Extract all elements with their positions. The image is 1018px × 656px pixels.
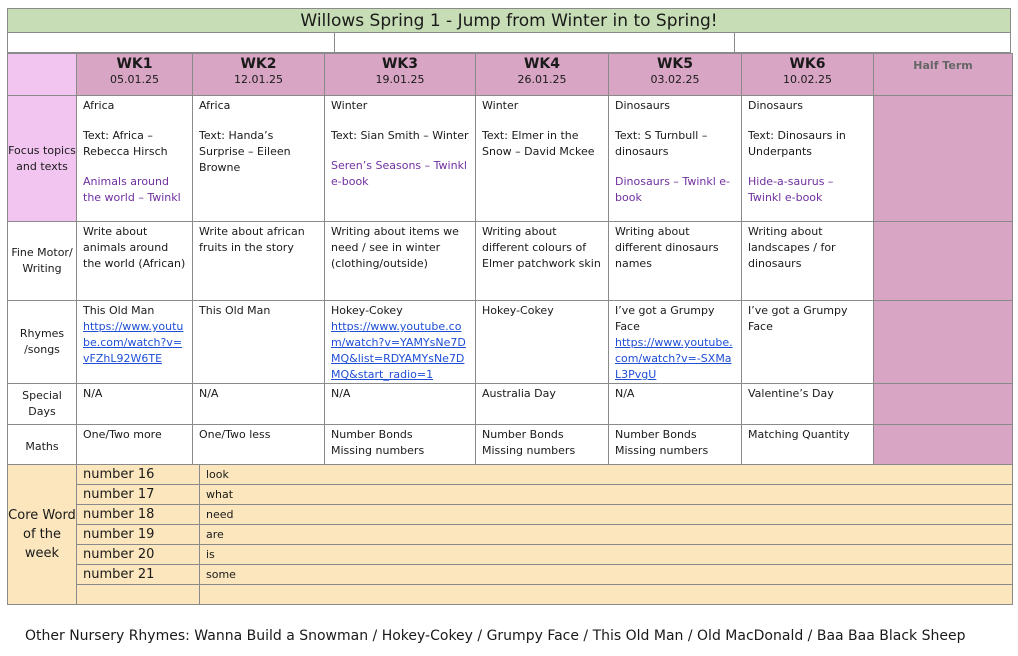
week-label: WK5: [656, 56, 694, 72]
core-word-row: [8, 505, 1013, 525]
focus-text: Text: Handa’s Surprise – Eileen Browne: [199, 129, 291, 174]
special-day-cell: N/A: [325, 384, 476, 425]
core-word-number: number 16: [77, 465, 200, 485]
focus-topic: Africa: [199, 99, 231, 112]
week-header: [742, 54, 874, 96]
special-day-cell: N/A: [77, 384, 193, 425]
focus-text: Text: Africa – Rebecca Hirsch: [83, 129, 168, 158]
focus-resource: Seren’s Seasons – Twinkl e-book: [331, 159, 467, 188]
focus-text: Text: Sian Smith – Winter: [331, 129, 469, 142]
rhyme-cell: [609, 301, 742, 384]
page-title: Willows Spring 1 - Jump from Winter in to Spring!: [7, 8, 1011, 33]
rhyme-name: This Old Man: [199, 304, 271, 317]
maths-cell: [193, 425, 325, 469]
focus-resource: Hide-a-saurus – Twinkl e-book: [748, 175, 834, 204]
core-word: some: [200, 565, 1013, 585]
focus-cell: [325, 96, 476, 222]
focus-cell: [609, 96, 742, 222]
rhyme-cell: [77, 301, 193, 384]
fine-motor-cell: Writing about items we need / see in winter (clothing/outside): [325, 222, 476, 301]
corner-cell: [8, 54, 77, 96]
rhyme-cell: [476, 301, 609, 384]
core-word-number: number 17: [77, 485, 200, 505]
maths-cell: [609, 425, 742, 469]
maths-line: Number Bonds: [615, 428, 697, 441]
special-day-cell: Valentine’s Day: [742, 384, 874, 425]
focus-topic: Dinosaurs: [615, 99, 670, 112]
blank-cell: [735, 33, 1010, 52]
rhyme-link[interactable]: https://www.youtube.com/watch?v=vFZhL92W6TE: [83, 320, 184, 365]
half-term-cell: [874, 301, 1013, 384]
week-header: [325, 54, 476, 96]
core-word-number: number 20: [77, 545, 200, 565]
blank-cell: [8, 33, 335, 52]
special-day-cell: N/A: [609, 384, 742, 425]
maths-cell: [77, 425, 193, 469]
focus-text: Text: Dinosaurs in Underpants: [748, 129, 846, 158]
row-label-focus: Focus topics and texts: [8, 96, 77, 222]
blank-cell: [335, 33, 734, 52]
focus-resource: Animals around the world – Twinkl: [83, 175, 181, 204]
maths-line: Missing numbers: [331, 444, 425, 457]
half-term-cell: [874, 425, 1013, 469]
core-word: need: [200, 505, 1013, 525]
maths-line: Number Bonds: [331, 428, 413, 441]
week-header: [476, 54, 609, 96]
week-label: WK2: [240, 56, 277, 72]
half-term-cell: [874, 384, 1013, 425]
rhyme-cell: [325, 301, 476, 384]
maths-cell: [742, 425, 874, 469]
core-word: what: [200, 485, 1013, 505]
rhyme-name: I’ve got a Grumpy Face: [748, 304, 848, 333]
focus-cell: [476, 96, 609, 222]
rhyme-cell: [742, 301, 874, 384]
half-term-cell: [874, 96, 1013, 222]
row-label-maths: Maths: [8, 425, 77, 469]
core-word-row: [8, 465, 1013, 485]
other-rhymes-footer: Other Nursery Rhymes: Wanna Build a Snowman / Hokey-Cokey / Grumpy Face / This Old Man / Old MacDonald / Baa Baa Black Sheep: [25, 628, 966, 644]
focus-topic: Winter: [331, 99, 368, 112]
week-label: WK3: [381, 56, 419, 72]
weekly-plan-table: [7, 53, 1013, 469]
core-word-number: [77, 585, 200, 605]
focus-cell: [193, 96, 325, 222]
maths-line: Matching Quantity: [748, 428, 850, 441]
focus-cell: [742, 96, 874, 222]
fine-motor-cell: Write about african fruits in the story: [193, 222, 325, 301]
blank-header-row: [7, 33, 1011, 53]
rhyme-name: Hokey-Cokey: [331, 304, 403, 317]
maths-line: Missing numbers: [482, 444, 576, 457]
core-word-number: number 21: [77, 565, 200, 585]
week-date: 19.01.25: [375, 73, 425, 86]
week-label: WK4: [523, 56, 561, 72]
core-word-label: Core Word of the week: [8, 465, 77, 605]
week-date: 03.02.25: [650, 73, 700, 86]
row-label-rhymes: Rhymes /songs: [8, 301, 77, 384]
week-date: 10.02.25: [783, 73, 832, 86]
core-word: are: [200, 525, 1013, 545]
focus-text: Text: Elmer in the Snow – David Mckee: [482, 129, 595, 158]
core-word-row: [8, 525, 1013, 545]
week-header-row: [8, 54, 1013, 96]
core-word-number: number 18: [77, 505, 200, 525]
focus-topic: Winter: [482, 99, 519, 112]
core-word-row: [8, 565, 1013, 585]
rhymes-row: [8, 301, 1013, 384]
maths-cell: [476, 425, 609, 469]
week-label: WK1: [116, 56, 153, 72]
special-days-row: [8, 384, 1013, 425]
week-header: [609, 54, 742, 96]
maths-line: Number Bonds: [482, 428, 564, 441]
maths-line: One/Two less: [199, 428, 271, 441]
focus-topic: Africa: [83, 99, 115, 112]
focus-text: Text: S Turnbull – dinosaurs: [615, 129, 708, 158]
fine-motor-cell: Writing about different dinosaurs names: [609, 222, 742, 301]
focus-row: [8, 96, 1013, 222]
week-header: [193, 54, 325, 96]
maths-line: Missing numbers: [615, 444, 709, 457]
week-date: 05.01.25: [110, 73, 159, 86]
rhyme-name: Hokey-Cokey: [482, 304, 554, 317]
core-word-row: [8, 545, 1013, 565]
week-date: 12.01.25: [234, 73, 283, 86]
fine-motor-cell: Write about animals around the world (African): [77, 222, 193, 301]
focus-topic: Dinosaurs: [748, 99, 803, 112]
special-day-cell: N/A: [193, 384, 325, 425]
week-label: WK6: [789, 56, 826, 72]
core-word-row: [8, 485, 1013, 505]
fine-motor-cell: Writing about landscapes / for dinosaurs: [742, 222, 874, 301]
maths-row: [8, 425, 1013, 469]
rhyme-link[interactable]: https://www.youtube.com/watch?v=-SXMaL3PvgU: [615, 336, 733, 381]
maths-cell: [325, 425, 476, 469]
row-label-special-days: Special Days: [8, 384, 77, 425]
half-term-cell: [874, 222, 1013, 301]
week-date: 26.01.25: [517, 73, 567, 86]
half-term-header: Half Term: [874, 54, 1013, 96]
rhyme-link[interactable]: https://www.youtube.com/watch?v=YAMYsNe7DMQ&list=RDYAMYsNe7DMQ&start_radio=1: [331, 320, 466, 381]
core-word-number: number 19: [77, 525, 200, 545]
core-word: look: [200, 465, 1013, 485]
fine-motor-cell: Writing about different colours of Elmer patchwork skin: [476, 222, 609, 301]
rhyme-name: I’ve got a Grumpy Face: [615, 304, 715, 333]
focus-cell: [77, 96, 193, 222]
focus-resource: Dinosaurs – Twinkl e-book: [615, 175, 731, 204]
rhyme-name: This Old Man: [83, 304, 155, 317]
row-label-fine-motor: Fine Motor/ Writing: [8, 222, 77, 301]
week-header: [77, 54, 193, 96]
maths-line: One/Two more: [83, 428, 162, 441]
core-word-row: [8, 585, 1013, 605]
core-word: [200, 585, 1013, 605]
special-day-cell: Australia Day: [476, 384, 609, 425]
rhyme-cell: [193, 301, 325, 384]
core-word-table: [7, 464, 1013, 605]
core-word: is: [200, 545, 1013, 565]
fine-motor-row: [8, 222, 1013, 301]
